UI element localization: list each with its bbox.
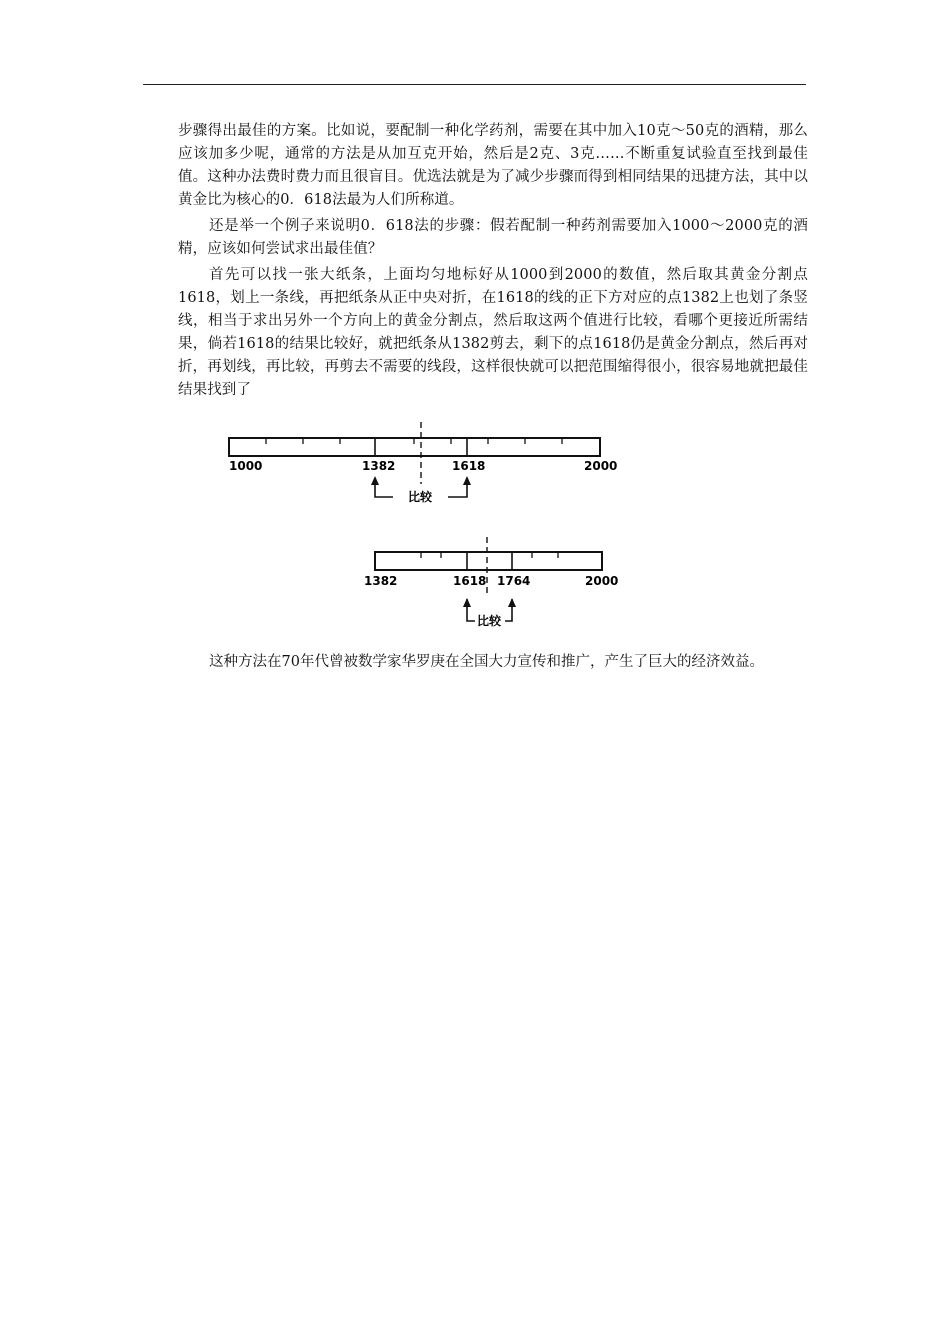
label-end-1: 2000 bbox=[584, 459, 618, 473]
compare-label-2: 比较 bbox=[477, 614, 502, 628]
label-left-2: 1618 bbox=[453, 574, 487, 588]
closing-paragraph: 这种方法在70年代曾被数学家华罗庚在全国大力宣传和推广，产生了巨大的经济效益。 bbox=[209, 654, 764, 670]
paragraph-3: 首先可以找一张大纸条，上面均匀地标好从1000到2000的数值，然后取其黄金分割点1618，划上一条线，再把纸条从正中央对折，在1618的线的正下方对应的点1382上也划了条竖线，相当于求出另外一个方向上的黄金分割点，然后取这两个值进行比较，看哪个更接近所需结果，倘若1618的结果比较好，就把纸条从1382剪去，剩下的点1618仍是黄金分割点，然后再对折，再划线，再比较，再剪去不需要的线段，这样很快就可以把范围缩得很小，很容易地就把最佳结果找到了 bbox=[178, 267, 808, 398]
label-right-2: 1764 bbox=[497, 574, 531, 588]
compare-label-1: 比较 bbox=[408, 490, 433, 504]
label-start-2: 1382 bbox=[364, 574, 398, 588]
label-end-2: 2000 bbox=[585, 574, 619, 588]
diagram-2 bbox=[364, 537, 618, 628]
label-start-1: 1000 bbox=[229, 459, 263, 473]
label-left-1: 1382 bbox=[362, 459, 396, 473]
diagram-1 bbox=[229, 422, 617, 504]
label-right-1: 1618 bbox=[452, 459, 486, 473]
strip-2 bbox=[375, 552, 602, 570]
closing-text bbox=[178, 651, 808, 674]
paragraph-2: 还是举一个例子来说明0．618法的步骤：假若配制一种药剂需要加入1000～2000克的酒精，应该如何尝试求出最佳值？ bbox=[178, 218, 808, 257]
paragraph-1: 步骤得出最佳的方案。比如说，要配制一种化学药剂，需要在其中加入10克～50克的酒精，那么应该加多少呢，通常的方法是从加互克开始，然后是2克、3克……不断重复试验直至找到最佳值。这种办法费时费力而且很盲目。优选法就是为了减少步骤而得到相同结果的迅捷方法，其中以黄金比为核心的0．618法最为人们所称道。 bbox=[178, 123, 808, 208]
